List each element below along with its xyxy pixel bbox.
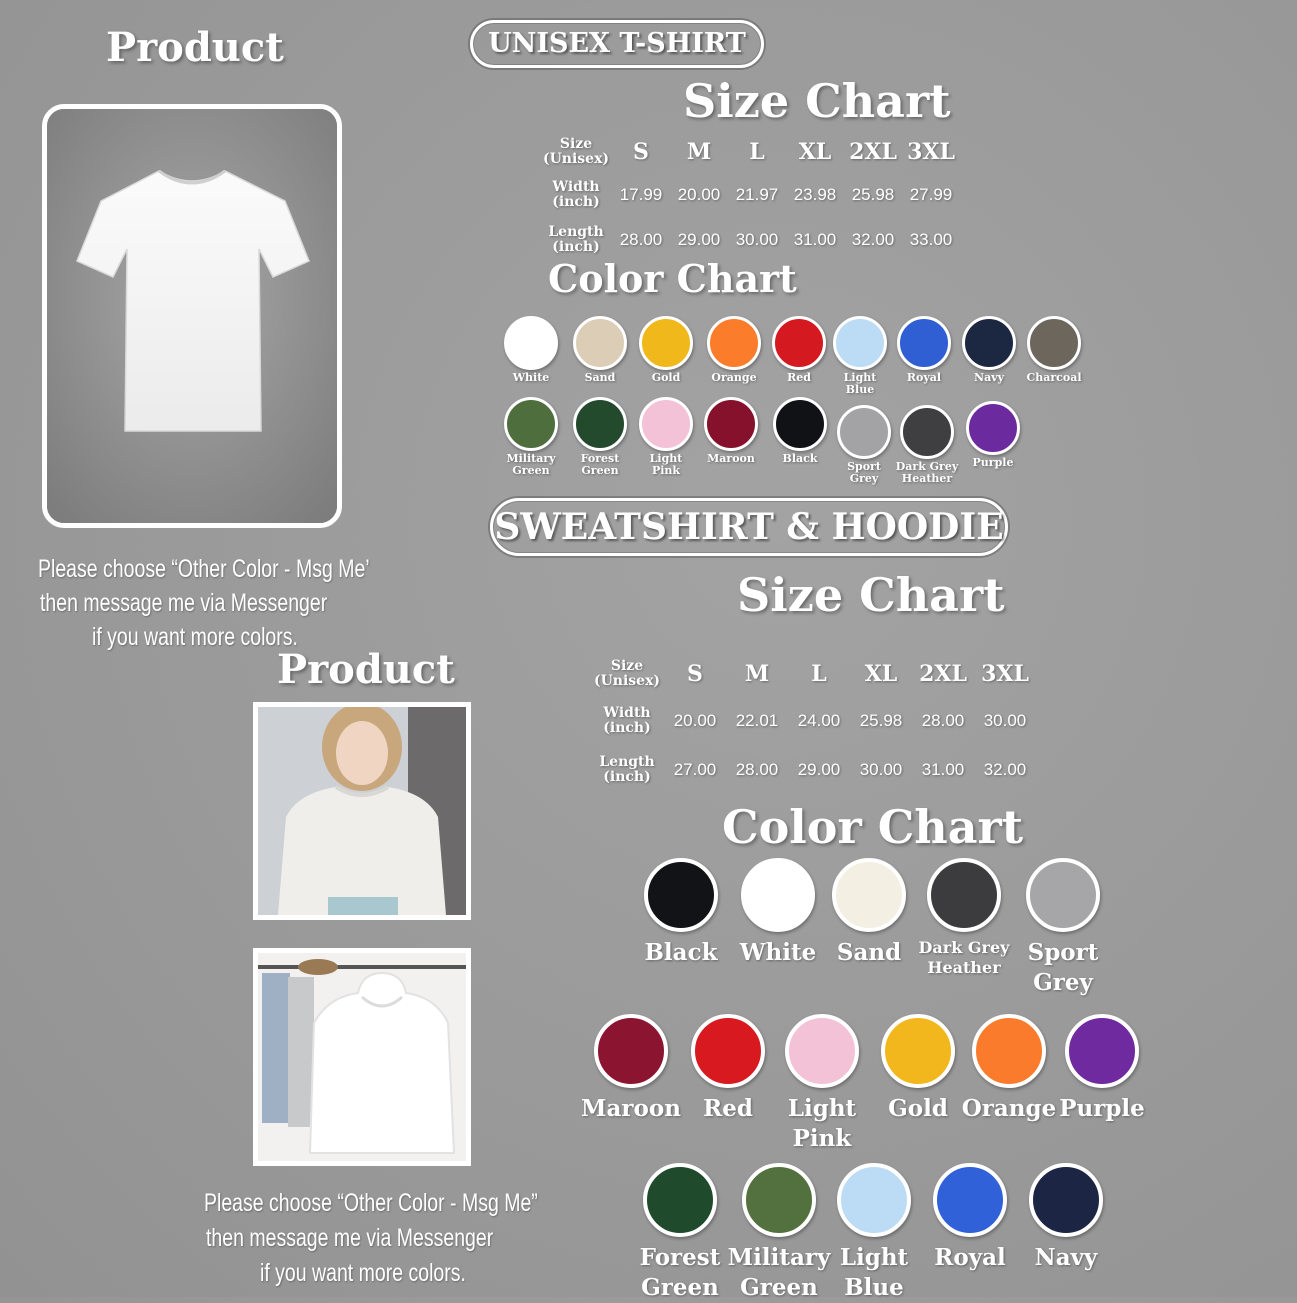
sweatshirt-product-title: Product bbox=[277, 646, 455, 693]
color-swatch-light-pink bbox=[767, 1014, 877, 1154]
color-label: Military Green bbox=[506, 452, 556, 477]
sweatshirt-color-title: Color Chart bbox=[722, 800, 1024, 854]
length-cell: 29.00 bbox=[677, 230, 721, 249]
sweatshirt-note-line-1: Please choose “Other Color - Msg Me” bbox=[204, 1189, 538, 1217]
color-dot bbox=[897, 316, 951, 370]
color-dot bbox=[504, 397, 558, 451]
length-cell: 33.00 bbox=[909, 230, 953, 249]
color-dot bbox=[573, 316, 627, 370]
color-swatch-navy bbox=[1011, 1163, 1121, 1273]
color-swatch-dark-grey-heather bbox=[909, 858, 1019, 978]
color-dot bbox=[972, 1014, 1046, 1088]
size-cell: M bbox=[686, 139, 712, 165]
color-dot bbox=[785, 1014, 859, 1088]
length-cell: 31.00 bbox=[921, 760, 965, 779]
length-cell: 30.00 bbox=[735, 230, 779, 249]
color-label: Light Blue bbox=[839, 1244, 909, 1301]
row-label-length: Length (inch) bbox=[548, 224, 604, 255]
row-label-width: Width (inch) bbox=[603, 705, 651, 736]
color-label: Navy bbox=[974, 371, 1004, 384]
color-swatch-black bbox=[626, 858, 736, 968]
color-label: Orange bbox=[711, 371, 757, 384]
length-cell: 27.00 bbox=[673, 760, 717, 779]
length-cell: 32.00 bbox=[851, 230, 895, 249]
tshirt-note-line-2: then message me via Messenger bbox=[40, 589, 328, 617]
width-cell: 27.99 bbox=[909, 185, 953, 204]
color-label: Red bbox=[703, 1095, 753, 1122]
color-label: Dark Grey Heather bbox=[918, 938, 1010, 977]
color-label: Forest Green bbox=[580, 452, 620, 477]
color-dot bbox=[927, 858, 1001, 932]
sweatshirt-size-table bbox=[590, 652, 1036, 794]
color-dot bbox=[594, 1014, 668, 1088]
width-cell: 28.00 bbox=[921, 711, 965, 730]
color-dot bbox=[1027, 316, 1081, 370]
size-cell: S bbox=[633, 139, 649, 165]
color-dot bbox=[832, 858, 906, 932]
width-cell: 17.99 bbox=[619, 185, 663, 204]
width-cell: 24.00 bbox=[797, 711, 841, 730]
color-label: Navy bbox=[1034, 1244, 1098, 1271]
color-dot bbox=[504, 316, 558, 370]
color-dot bbox=[704, 397, 758, 451]
size-cell: M bbox=[744, 661, 770, 687]
color-dot bbox=[837, 405, 891, 459]
color-label: Black bbox=[644, 939, 718, 966]
tshirt-product-title: Product bbox=[106, 24, 284, 71]
width-cell: 21.97 bbox=[735, 185, 779, 204]
color-label: Purple bbox=[972, 456, 1014, 469]
color-label: Purple bbox=[1059, 1095, 1145, 1122]
color-dot bbox=[966, 401, 1020, 455]
row-label-length: Length (inch) bbox=[599, 754, 655, 785]
color-swatch-sand bbox=[814, 858, 924, 968]
color-dot bbox=[837, 1163, 911, 1237]
tshirt-section-label: UNISEX T-SHIRT bbox=[470, 20, 764, 68]
color-label: Light Blue bbox=[843, 371, 877, 396]
sweatshirt-note bbox=[204, 1186, 632, 1291]
width-cell: 25.98 bbox=[851, 185, 895, 204]
width-cell: 20.00 bbox=[677, 185, 721, 204]
length-cell: 30.00 bbox=[859, 760, 903, 779]
color-swatch-purple bbox=[1047, 1014, 1157, 1124]
length-cell: 28.00 bbox=[619, 230, 663, 249]
tshirt-size-table bbox=[540, 132, 960, 262]
sweatshirt-note-line-2: then message me via Messenger bbox=[206, 1224, 494, 1252]
color-dot bbox=[1026, 858, 1100, 932]
color-dot bbox=[881, 1014, 955, 1088]
color-dot bbox=[639, 316, 693, 370]
size-cell: L bbox=[811, 661, 827, 687]
color-swatch-charcoal bbox=[1011, 316, 1097, 384]
color-dot bbox=[900, 405, 954, 459]
row-label-size: Size (Unisex) bbox=[593, 658, 661, 689]
color-swatch-forest-green bbox=[625, 1163, 735, 1303]
width-cell: 25.98 bbox=[859, 711, 903, 730]
length-cell: 29.00 bbox=[797, 760, 841, 779]
color-dot bbox=[644, 858, 718, 932]
color-label: Royal bbox=[934, 1244, 1006, 1271]
row-label-size: Size (Unisex) bbox=[542, 136, 610, 167]
width-cell: 20.00 bbox=[673, 711, 717, 730]
color-label: Orange bbox=[961, 1095, 1057, 1122]
color-label: Black bbox=[782, 452, 818, 465]
sweatshirt-section-label: SWEATSHIRT & HOODIE bbox=[490, 498, 1008, 556]
color-label: Sand bbox=[584, 371, 616, 384]
size-cell: 2XL bbox=[849, 139, 897, 165]
color-swatch-royal bbox=[915, 1163, 1025, 1273]
color-swatch-military-green bbox=[724, 1163, 834, 1303]
width-cell: 23.98 bbox=[793, 185, 837, 204]
color-label: Dark Grey Heather bbox=[895, 460, 959, 485]
size-cell: 2XL bbox=[919, 661, 967, 687]
color-label: Charcoal bbox=[1026, 371, 1082, 384]
color-swatch-maroon bbox=[576, 1014, 686, 1124]
tshirt-color-title: Color Chart bbox=[548, 256, 797, 301]
color-dot bbox=[691, 1014, 765, 1088]
size-cell: S bbox=[687, 661, 703, 687]
color-label: White bbox=[512, 371, 550, 384]
color-swatch-sport-grey bbox=[1008, 858, 1118, 998]
tshirt-note-line-1: Please choose “Other Color - Msg Me’ bbox=[38, 555, 370, 583]
color-dot bbox=[741, 858, 815, 932]
size-cell: XL bbox=[864, 661, 898, 687]
color-dot bbox=[742, 1163, 816, 1237]
color-swatch-purple bbox=[950, 401, 1036, 469]
size-cell: XL bbox=[798, 139, 832, 165]
color-swatch-light-blue bbox=[819, 1163, 929, 1303]
tshirt-note-line-3: if you want more colors. bbox=[92, 623, 298, 651]
color-dot bbox=[639, 397, 693, 451]
color-label: Royal bbox=[906, 371, 942, 384]
color-dot bbox=[962, 316, 1016, 370]
tshirt-product-image bbox=[42, 104, 342, 528]
size-cell: 3XL bbox=[907, 139, 955, 165]
color-label: Gold bbox=[888, 1095, 948, 1122]
sweatshirt-product-image bbox=[253, 702, 471, 920]
color-dot bbox=[1065, 1014, 1139, 1088]
color-label: Sport Grey bbox=[1027, 939, 1099, 996]
color-dot bbox=[643, 1163, 717, 1237]
width-cell: 30.00 bbox=[983, 711, 1027, 730]
color-label: Sand bbox=[836, 939, 902, 966]
color-label: Light Pink bbox=[649, 452, 683, 477]
size-cell: L bbox=[749, 139, 765, 165]
color-label: Maroon bbox=[707, 452, 755, 465]
length-cell: 31.00 bbox=[793, 230, 837, 249]
color-dot bbox=[773, 397, 827, 451]
color-dot bbox=[933, 1163, 1007, 1237]
tshirt-note bbox=[38, 552, 463, 654]
color-label: Red bbox=[787, 371, 811, 384]
color-dot bbox=[573, 397, 627, 451]
length-cell: 28.00 bbox=[735, 760, 779, 779]
color-label: Sport Grey bbox=[847, 460, 881, 485]
color-label: Light Pink bbox=[787, 1095, 857, 1152]
row-label-width: Width (inch) bbox=[552, 179, 600, 210]
color-label: Military Green bbox=[727, 1244, 831, 1301]
size-cell: 3XL bbox=[981, 661, 1029, 687]
color-label: Forest Green bbox=[639, 1244, 721, 1301]
color-label: Maroon bbox=[581, 1095, 681, 1122]
color-dot bbox=[833, 316, 887, 370]
color-label: White bbox=[739, 939, 817, 966]
color-label: Gold bbox=[651, 371, 681, 384]
length-cell: 32.00 bbox=[983, 760, 1027, 779]
hoodie-product-image bbox=[253, 948, 471, 1166]
sweatshirt-size-title: Size Chart bbox=[737, 568, 1005, 622]
color-dot bbox=[707, 316, 761, 370]
sweatshirt-note-line-3: if you want more colors. bbox=[260, 1259, 466, 1287]
tshirt-size-title: Size Chart bbox=[683, 74, 951, 128]
width-cell: 22.01 bbox=[735, 711, 779, 730]
color-dot bbox=[1029, 1163, 1103, 1237]
